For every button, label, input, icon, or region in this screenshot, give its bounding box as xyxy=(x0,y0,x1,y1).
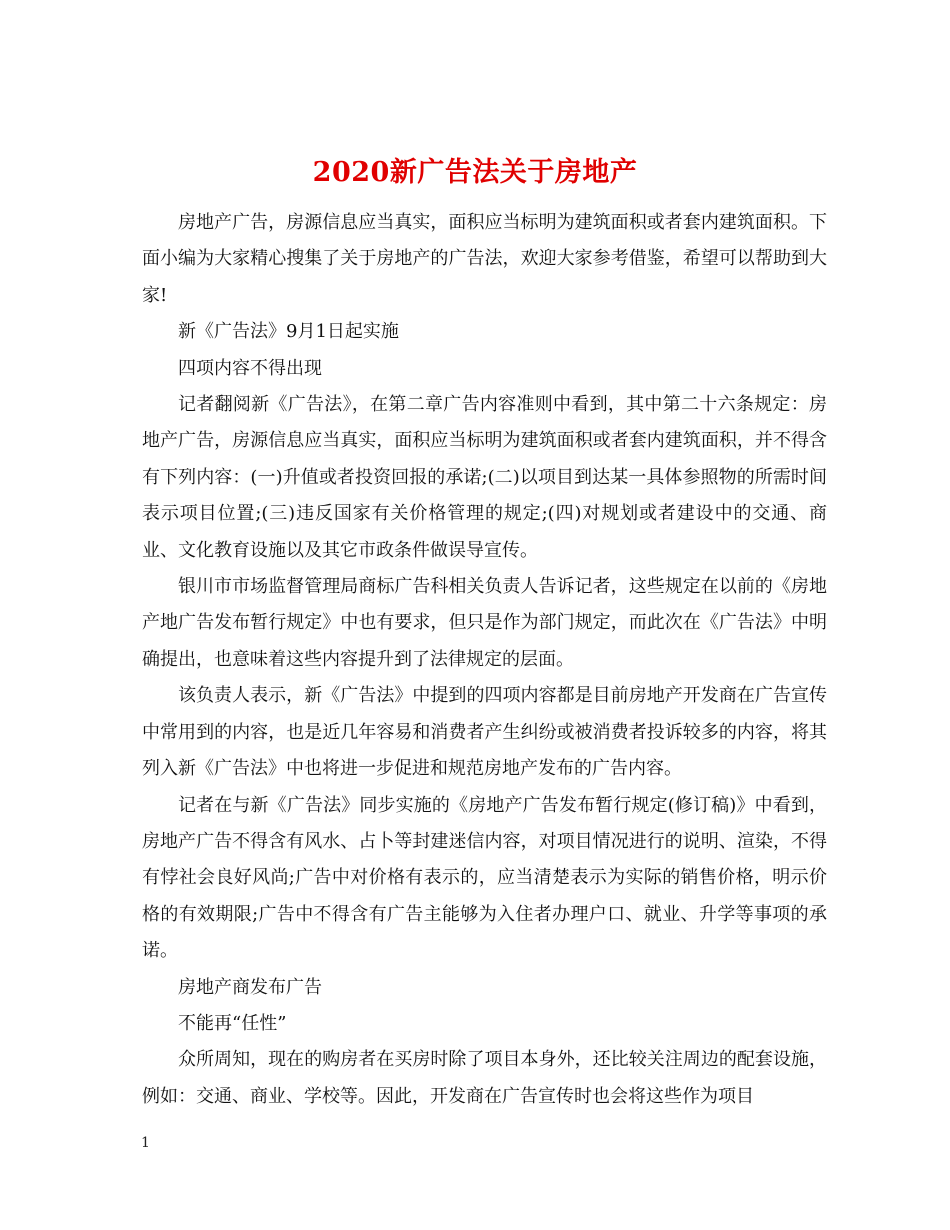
paragraph: 银川市市场监督管理局商标广告科相关负责人告诉记者，这些规定在以前的《房地产地广告发布暂行规定》中也有要求，但只是作为部门规定，而此次在《广告法》中明确提出，也意味着这些内容提升到了法律规定的层面。 xyxy=(142,576,827,670)
paragraph: 新《广告法》9月1日起实施 xyxy=(178,321,399,343)
paragraph: 房地产广告，房源信息应当真实，面积应当标明为建筑面积或者套内建筑面积。下面小编为大家精心搜集了关于房地产的广告法，欢迎大家参考借鉴，希望可以帮助到大家! xyxy=(142,212,827,306)
paragraph: 不能再“任性” xyxy=(178,1012,287,1034)
paragraph: 众所周知，现在的购房者在买房时除了项目本身外，还比较关注周边的配套设施，例如：交通、商业、学校等。因此，开发商在广告宣传时也会将这些作为项目 xyxy=(142,1049,827,1107)
document-body xyxy=(142,205,827,1115)
paragraph: 房地产商发布广告 xyxy=(178,976,322,998)
document-title: 2020新广告法关于房地产 xyxy=(312,157,638,189)
paragraph: 记者翻阅新《广告法》，在第二章广告内容准则中看到，其中第二十六条规定：房地产广告，房源信息应当真实，面积应当标明为建筑面积或者套内建筑面积，并不得含有下列内容：(一)升值或者投资回报的承诺;(二)以项目到达某一具体参照物的所需时间表示项目位置;(三)违反国家有关价格管理的规定;(四)对规划或者建设中的交通、商业、文化教育设施以及其它市政条件做误导宣传。 xyxy=(142,394,827,561)
paragraph: 该负责人表示，新《广告法》中提到的四项内容都是目前房地产开发商在广告宣传中常用到的内容，也是近几年容易和消费者产生纠纷或被消费者投诉较多的内容，将其列入新《广告法》中也将进一步促进和规范房地产发布的广告内容。 xyxy=(142,685,827,780)
page-number: 1 xyxy=(141,1135,150,1151)
paragraph: 记者在与新《广告法》同步实施的《房地产广告发布暂行规定(修订稿)》中看到，房地产广告不得含有风水、占卜等封建迷信内容，对项目情况进行的说明、渲染，不得有悖社会良好风尚;广告中对价格有表示的，应当清楚表示为实际的销售价格，明示价格的有效期限;广告中不得含有广告主能够为入住者办理户口、就业、升学等事项的承诺。 xyxy=(142,794,827,962)
paragraph: 四项内容不得出现 xyxy=(178,357,322,379)
